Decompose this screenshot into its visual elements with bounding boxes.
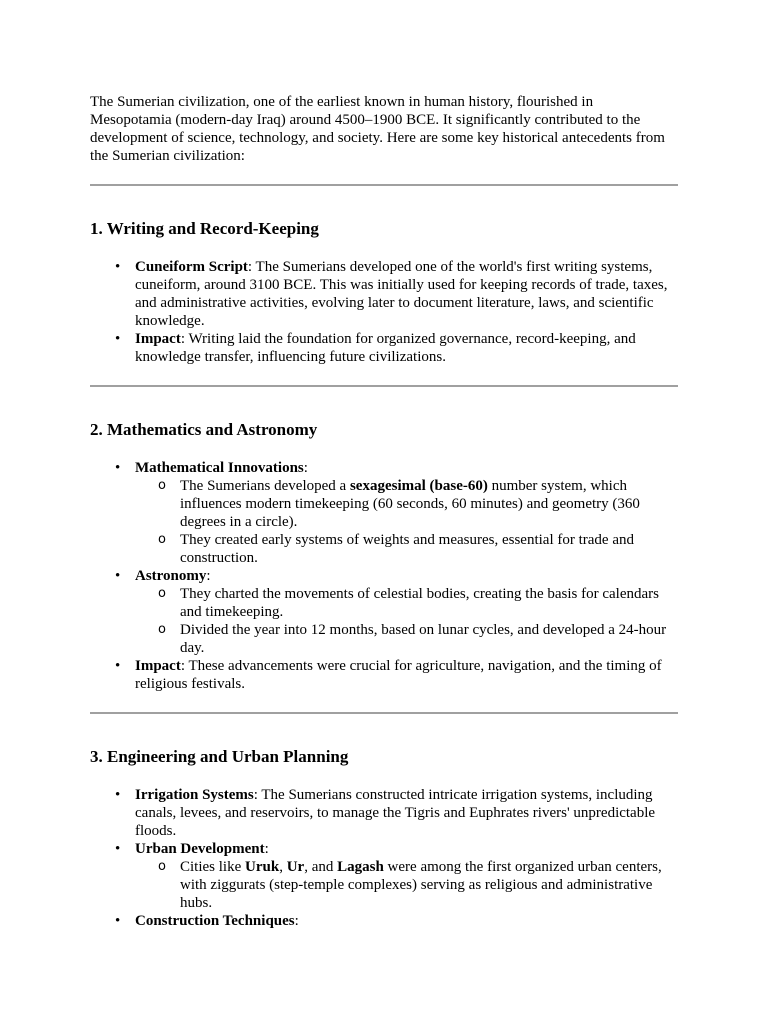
sub-bullet-marker: o [158,586,166,601]
term-label: Urban Development [135,841,265,857]
bullet-marker: • [115,913,121,929]
bullet-list [90,459,678,693]
document-page [90,93,678,930]
sub-list-item [158,477,678,531]
list-item [115,657,678,693]
item-colon: : [206,568,211,584]
item-colon: : [303,460,308,476]
item-colon: : [264,841,269,857]
bullet-marker: • [115,658,121,674]
sub-bullet-list [135,477,678,567]
bullet-list [90,786,678,930]
list-item [115,330,678,366]
sub-bullet-list [135,858,678,912]
list-item [115,840,678,912]
city-name: Lagash [337,859,384,875]
sub-list-item [158,621,678,657]
bullet-marker: • [115,787,121,803]
term-label: Irrigation Systems [135,787,254,803]
list-item [115,258,678,330]
term-label: Astronomy [135,568,207,584]
item-text: , [279,859,287,875]
city-name: Ur [286,859,305,875]
section-heading-writing: 1. Writing and Record-Keeping [90,219,319,238]
sub-bullet-marker: o [158,622,166,637]
section-divider [90,385,678,387]
sub-bullet-marker: o [158,859,166,874]
intro-paragraph: The Sumerian civilization, one of the earliest known in human history, flourished in Mesopotamia (modern-day Iraq) around 4500–1900 BCE. It significantly contributed to the development of science, technology, and society. Here are some key historical antecedents from the Sumerian civilization: [90,94,665,164]
bullet-marker: • [115,259,121,275]
bullet-marker: • [115,460,121,476]
sub-list-item [158,858,678,912]
section-divider [90,184,678,186]
item-text: They charted the movements of celestial bodies, creating the basis for calendars and timekeeping. [180,586,659,620]
section-divider [90,712,678,714]
item-text: : The Sumerians developed one of the world's first writing systems, cuneiform, around 3100 BCE. This was initially used for keeping records of trade, taxes, and administrative activities, evolving later to document literature, laws, and scientific knowledge. [135,259,668,329]
list-item [115,459,678,567]
term-label: Mathematical Innovations [135,460,304,476]
term-label: Impact [135,658,181,674]
item-text: number system, which influences modern timekeeping (60 seconds, 60 minutes) and geometry (360 degrees in a circle). [180,478,640,530]
bullet-marker: • [115,841,121,857]
item-text: : The Sumerians constructed intricate irrigation systems, including canals, levees, and reservoirs, to manage the Tigris and Euphrates rivers' unpredictable floods. [135,787,656,839]
list-item [115,567,678,657]
sub-list-item [158,531,678,567]
sub-bullet-marker: o [158,478,166,493]
item-text: : These advancements were crucial for agriculture, navigation, and the timing of religious festivals. [135,658,662,692]
sub-bullet-list [135,585,678,657]
item-text: The Sumerians developed a [180,478,350,494]
item-text: They created early systems of weights and measures, essential for trade and construction. [180,532,634,566]
city-name: Uruk [245,859,280,875]
list-item [115,786,678,840]
item-colon: : [294,913,299,929]
term-label: Impact [135,331,181,347]
bullet-marker: • [115,331,121,347]
bullet-list [90,258,678,366]
emphasis-text: sexagesimal (base-60) [349,478,488,494]
term-label: Construction Techniques [135,913,295,929]
list-item [115,912,678,930]
item-text: Divided the year into 12 months, based on lunar cycles, and developed a 24-hour day. [180,622,667,656]
item-text: : Writing laid the foundation for organized governance, record-keeping, and knowledge transfer, influencing future civilizations. [135,331,636,365]
section-heading-mathematics: 2. Mathematics and Astronomy [90,420,318,439]
item-text: , and [304,859,338,875]
sub-list-item [158,585,678,621]
sub-bullet-marker: o [158,532,166,547]
item-text: Cities like [180,859,245,875]
item-text: were among the first organized urban centers, with ziggurats (step-temple complexes) serving as religious and administrative hubs. [180,859,662,911]
bullet-marker: • [115,568,121,584]
section-heading-engineering: 3. Engineering and Urban Planning [90,747,349,766]
term-label: Cuneiform Script [135,259,248,275]
